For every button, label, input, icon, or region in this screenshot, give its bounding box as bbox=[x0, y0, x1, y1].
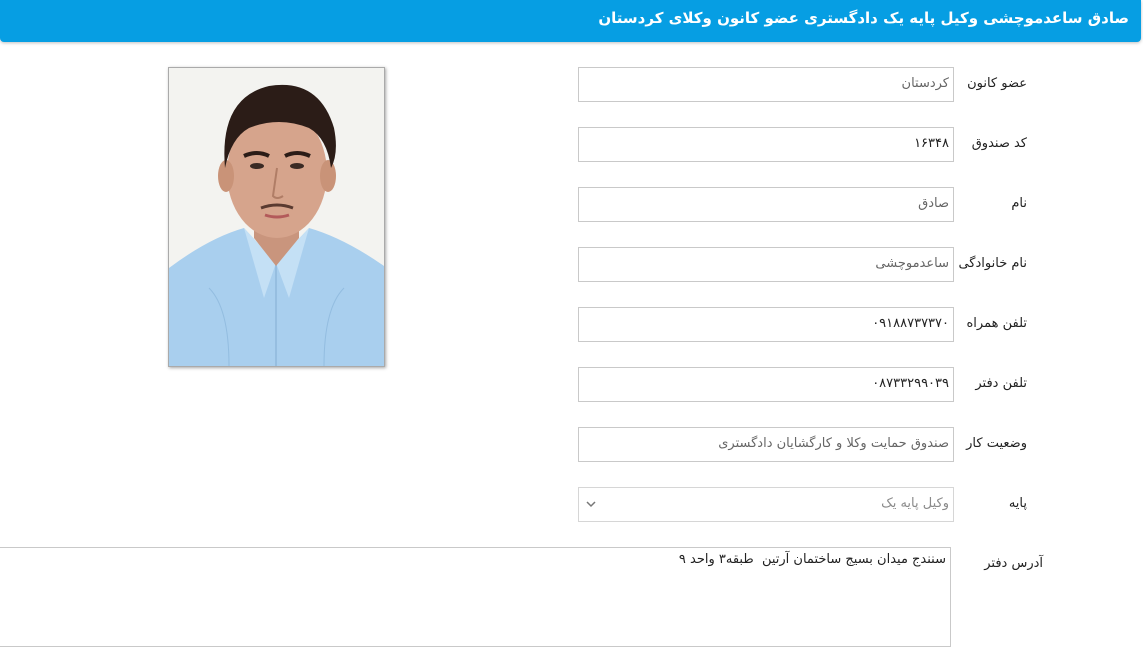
grade-value: وکیل پایه یک bbox=[881, 496, 949, 511]
first-name-field[interactable] bbox=[578, 187, 954, 222]
membership-label: عضو کانون bbox=[967, 76, 1027, 91]
mobile-value: ۰۹۱۸۸۷۳۷۳۷۰ bbox=[872, 316, 949, 331]
work-status-value: صندوق حمایت وکلا و کارگشایان دادگستری bbox=[718, 436, 949, 451]
page-header bbox=[0, 0, 1141, 42]
profile-photo bbox=[168, 67, 385, 367]
fund-code-label: کد صندوق bbox=[971, 136, 1027, 151]
page-title: صادق ساعدموچشی وکیل پایه یک دادگستری عضو کانون وکلای کردستان bbox=[598, 9, 1129, 27]
fund-code-field[interactable] bbox=[578, 127, 954, 162]
office-address-label: آدرس دفتر bbox=[984, 556, 1043, 571]
office-phone-value: ۰۸۷۳۳۲۹۹۰۳۹ bbox=[872, 376, 949, 391]
office-address-textarea[interactable] bbox=[0, 547, 951, 647]
chevron-down-icon bbox=[585, 498, 597, 510]
office-address-value: سنندج میدان بسیج ساختمان آرتین طبقه۳ واحد ۹ bbox=[678, 552, 946, 567]
office-phone-label: تلفن دفتر bbox=[975, 376, 1027, 391]
membership-value: کردستان bbox=[901, 76, 949, 91]
lawyer-portrait-photo bbox=[169, 68, 384, 366]
membership-field[interactable] bbox=[578, 67, 954, 102]
office-phone-field[interactable] bbox=[578, 367, 954, 402]
last-name-value: ساعدموچشی bbox=[875, 256, 949, 271]
last-name-label: نام خانوادگی bbox=[958, 256, 1027, 271]
first-name-value: صادق bbox=[918, 196, 949, 211]
grade-select[interactable] bbox=[578, 487, 954, 522]
grade-label: پایه bbox=[1008, 496, 1027, 511]
work-status-label: وضعیت کار bbox=[966, 436, 1027, 451]
fund-code-value: ۱۶۳۴۸ bbox=[914, 136, 949, 151]
mobile-label: تلفن همراه bbox=[966, 316, 1027, 331]
work-status-field[interactable] bbox=[578, 427, 954, 462]
first-name-label: نام bbox=[1011, 196, 1027, 211]
mobile-field[interactable] bbox=[578, 307, 954, 342]
last-name-field[interactable] bbox=[578, 247, 954, 282]
